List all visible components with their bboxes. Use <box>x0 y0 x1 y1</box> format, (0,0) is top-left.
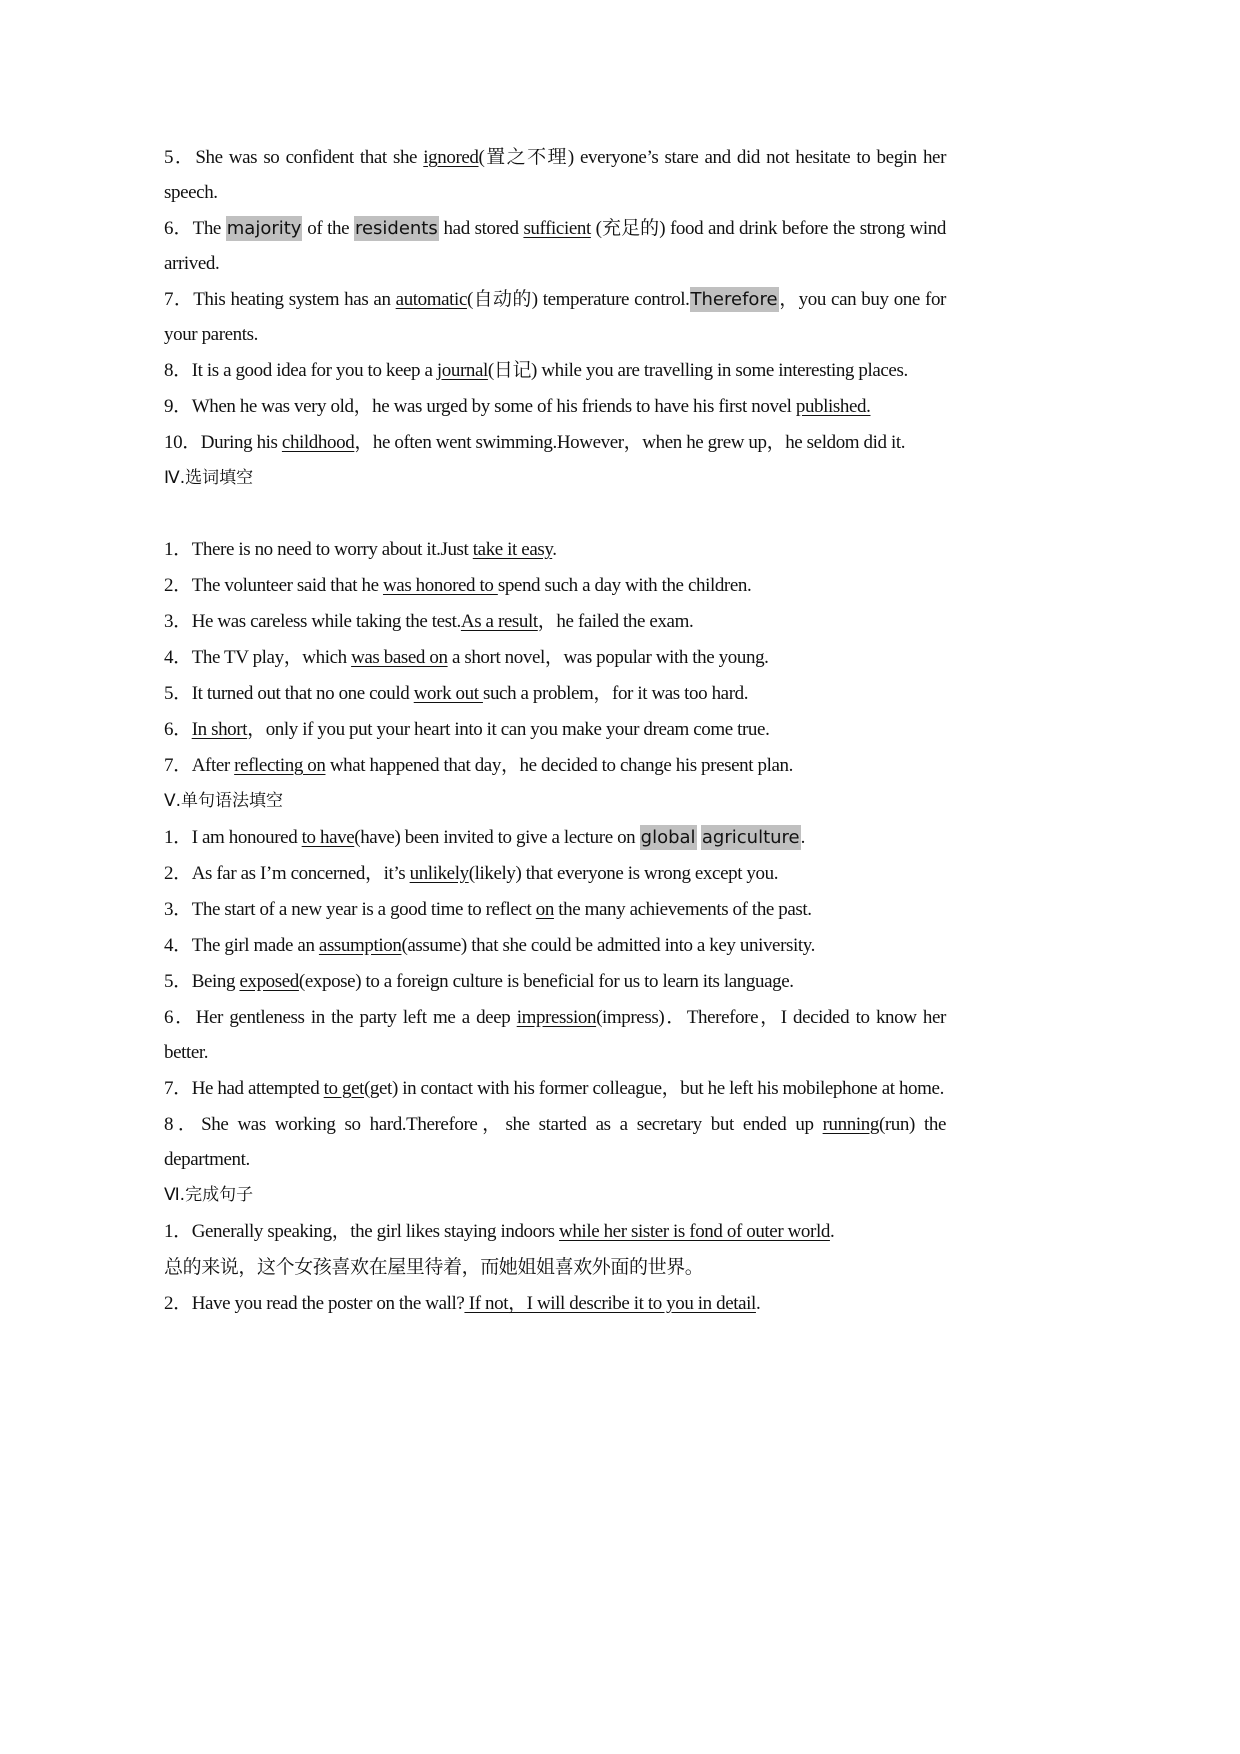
text-run: 4．The girl made an <box>164 935 319 956</box>
text-run: (充足的) food and drink before the strong wind arrived. <box>164 218 946 274</box>
answer-text: unlikely <box>409 863 469 884</box>
text-run: (expose) to a foreign culture is beneficial for us to learn its language. <box>298 971 794 992</box>
text-run: 6．Her gentleness in the party left me a deep <box>164 1007 517 1028</box>
answer-text: ignored <box>423 147 479 168</box>
exercise-item <box>164 748 946 783</box>
text-run: 5．It turned out that no one could <box>164 683 414 704</box>
text-run: (自动的) temperature control. <box>466 289 690 310</box>
exercise-item <box>164 1000 946 1070</box>
exercise-item <box>164 640 946 675</box>
section-heading <box>164 1178 946 1213</box>
text-run: 1．Generally speaking，the girl likes staying indoors <box>164 1221 560 1242</box>
text-run: 8．She was working so hard.Therefore，she started as a secretary but ended up <box>164 1114 823 1135</box>
blank-line <box>164 497 946 532</box>
text-run: 2．As far as I’m concerned，it’s <box>164 863 410 884</box>
text-run: the many achievements of the past. <box>553 899 812 920</box>
text-run: 3．He was careless while taking the test. <box>164 611 461 632</box>
answer-text: sufficient <box>523 218 591 239</box>
answer-text: published. <box>795 396 871 417</box>
exercise-item <box>164 140 946 210</box>
text-run: 7．He had attempted <box>164 1078 324 1099</box>
section-heading <box>164 784 946 819</box>
text-run: spend such a day with the children. <box>497 575 752 596</box>
answer-text: on <box>535 899 554 920</box>
exercise-item <box>164 425 946 460</box>
exercise-item <box>164 1286 946 1321</box>
exercise-item <box>164 820 946 855</box>
exercise-item <box>164 712 946 747</box>
answer-text: As a result <box>460 611 538 632</box>
text-run: (置之不理) everyone’s stare and did not hesitate to begin her speech. <box>164 147 947 203</box>
highlighted-word: residents <box>354 218 438 239</box>
text-run: ，only if you put your heart into it can you make your dream come true. <box>247 719 770 740</box>
text-run: ，you can buy one for your parents. <box>164 289 946 345</box>
exercise-item <box>164 1071 946 1106</box>
text-run: . <box>552 539 557 560</box>
answer-text: running <box>822 1114 879 1135</box>
text-run: 6．The <box>164 218 226 239</box>
text-run: 5．Being <box>164 971 240 992</box>
text-run: (have) been invited to give a lecture on <box>354 827 640 848</box>
exercise-item <box>164 1250 946 1285</box>
answer-text: childhood <box>281 432 355 453</box>
answer-text: work out <box>413 683 483 704</box>
text-run: 10．During his <box>164 432 282 453</box>
answer-text: take it easy <box>472 539 553 560</box>
exercise-item <box>164 389 946 424</box>
exercise-item <box>164 211 946 281</box>
exercise-item <box>164 1214 946 1249</box>
text-run: 总的来说，这个女孩喜欢在屋里待着，而她姐姐喜欢外面的世界。 <box>164 1257 704 1278</box>
answer-text: assumption <box>318 935 402 956</box>
text-run: 4．The TV play，which <box>164 647 352 668</box>
text-run: 1．There is no need to worry about it.Just <box>164 539 473 560</box>
exercise-item <box>164 353 946 388</box>
text-run: (日记) while you are travelling in some interesting places. <box>487 360 908 381</box>
text-run: . <box>829 1221 835 1242</box>
document-page <box>164 140 946 1322</box>
text-run: of the <box>302 218 354 239</box>
text-run: 9．When he was very old，he was urged by some of his friends to have his first novel <box>164 396 796 417</box>
text-run: such a problem，for it was too hard. <box>482 683 749 704</box>
answer-text: impression <box>516 1007 597 1028</box>
highlighted-word: global <box>640 827 696 848</box>
answer-text: while her sister is fond of outer world <box>559 1221 830 1242</box>
text-run: Ⅴ.单句语法填空 <box>164 791 284 811</box>
exercise-item <box>164 568 946 603</box>
text-run: had stored <box>438 218 524 239</box>
exercise-item <box>164 964 946 999</box>
text-run: (assume) that she could be admitted into a key university. <box>401 935 815 956</box>
text-run: 2．Have you read the poster on the wall? <box>164 1293 465 1314</box>
exercise-item <box>164 532 946 567</box>
text-run: 8．It is a good idea for you to keep a <box>164 360 437 381</box>
text-run: 7．After <box>164 755 235 776</box>
text-run: 7．This heating system has an <box>164 289 396 310</box>
exercise-item <box>164 928 946 963</box>
text-run: (impress)．Therefore，I decided to know her better. <box>164 1007 946 1063</box>
text-run: (get) in contact with his former colleague，but he left his mobilephone at home. <box>364 1078 944 1099</box>
text-run: what happened that day，he decided to change his present plan. <box>325 755 793 776</box>
highlighted-word: Therefore <box>690 289 778 310</box>
text-run: 2．The volunteer said that he <box>164 575 383 596</box>
text-run: (run) the department. <box>164 1114 946 1170</box>
exercise-item <box>164 892 946 927</box>
text-run: 5．She was so confident that she <box>164 147 424 168</box>
answer-text: exposed <box>239 971 299 992</box>
answer-text: reflecting on <box>234 755 326 776</box>
text-run: 3．The start of a new year is a good time to reflect <box>164 899 536 920</box>
answer-text: was honored to <box>382 575 498 596</box>
section-heading <box>164 461 946 496</box>
answer-text: was based on <box>351 647 448 668</box>
highlighted-word: majority <box>226 218 302 239</box>
text-run: (likely) that everyone is wrong except you. <box>468 863 779 884</box>
highlighted-word: agriculture <box>701 827 800 848</box>
text-run: ，he often went swimming.However，when he grew up，he seldom did it. <box>354 432 906 453</box>
answer-text: journal <box>436 360 488 381</box>
answer-text: to get <box>323 1078 364 1099</box>
text-run: ，he failed the exam. <box>537 611 694 632</box>
text-run: a short novel，was popular with the young. <box>447 647 769 668</box>
exercise-item <box>164 604 946 639</box>
answer-text: automatic <box>395 289 467 310</box>
text-run: 1．I am honoured <box>164 827 302 848</box>
answer-text: to have <box>301 827 355 848</box>
text-run: Ⅳ.选词填空 <box>164 468 254 488</box>
exercise-item <box>164 676 946 711</box>
exercise-item <box>164 856 946 891</box>
answer-text: If not，I will describe it to you in detail <box>464 1293 756 1314</box>
text-run: 6． <box>164 719 192 740</box>
exercise-item <box>164 282 946 352</box>
answer-text: In short <box>191 719 248 740</box>
text-run: . <box>800 827 805 848</box>
text-run: . <box>755 1293 761 1314</box>
exercise-item <box>164 1107 946 1177</box>
text-run: Ⅵ.完成句子 <box>164 1185 254 1205</box>
